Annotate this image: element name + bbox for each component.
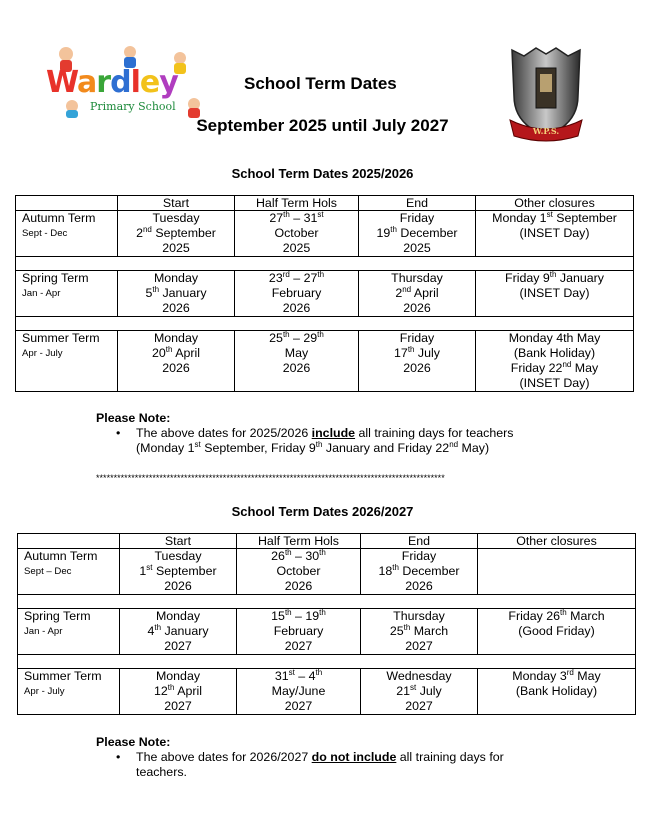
svg-text:Wardley: Wardley [46, 65, 178, 100]
term-name-cell [16, 331, 118, 392]
note-heading: Please Note: [96, 411, 171, 425]
end-cell: Friday 18th December 2026 [361, 549, 478, 595]
term-range: Sept - Dec [22, 228, 68, 239]
note-item: • The above dates for 2025/2026 include all training days for teachers (Monday 1st September, Friday 9th January and Friday 22nd May) [136, 426, 513, 456]
logo-subtitle: Primary School [90, 100, 176, 113]
term-range: Apr - July [22, 348, 63, 359]
start-cell: Monday 20th April 2026 [118, 331, 235, 392]
table-row [16, 331, 634, 392]
section-title-2026: School Term Dates 2026/2027 [231, 504, 414, 519]
wardley-logo [44, 44, 206, 118]
start-cell: Tuesday 1st September 2026 [120, 549, 237, 595]
half-cell: 25th – 29th May 2026 [235, 331, 359, 392]
end-cell: Friday 19th December 2025 [359, 211, 476, 257]
column-header: End [361, 534, 478, 549]
start-cell: Monday 4th January 2027 [120, 609, 237, 655]
term-name: Summer Term [24, 669, 102, 683]
table-row [16, 211, 634, 257]
other-cell: Friday 26th March (Good Friday) [478, 609, 636, 655]
other-cell: Monday 1st September (INSET Day) [476, 211, 634, 257]
start-cell: Monday 5th January 2026 [118, 271, 235, 317]
term-range: Jan - Apr [24, 626, 63, 637]
note-emphasis: do not include [311, 750, 397, 764]
note-2025 [96, 411, 513, 456]
column-header [18, 534, 120, 549]
end-cell: Wednesday 21st July 2027 [361, 669, 478, 715]
half-cell: 23rd – 27th February 2026 [235, 271, 359, 317]
end-cell: Thursday 25th March 2027 [361, 609, 478, 655]
column-header: Half Term Hols [237, 534, 361, 549]
spacer-row [18, 655, 636, 669]
half-cell: 27th – 31st October 2025 [235, 211, 359, 257]
column-header: Other closures [476, 196, 634, 211]
half-cell: 31st – 4th May/June 2027 [237, 669, 361, 715]
table-row [18, 549, 636, 595]
note-detail: teachers. [136, 765, 187, 779]
note-item: • The above dates for 2026/2027 do not include all training days for teachers. [136, 750, 504, 780]
term-dates-table-2026 [17, 533, 636, 715]
start-cell: Tuesday 2nd September 2025 [118, 211, 235, 257]
note-emphasis: include [311, 426, 356, 440]
term-name-cell [18, 549, 120, 595]
half-cell: 26th – 30th October 2026 [237, 549, 361, 595]
table-row [18, 609, 636, 655]
column-header: Half Term Hols [235, 196, 359, 211]
other-cell: Friday 9th January (INSET Day) [476, 271, 634, 317]
term-name: Autumn Term [24, 549, 98, 563]
column-header [16, 196, 118, 211]
end-cell: Thursday 2nd April 2026 [359, 271, 476, 317]
separator-line: *************************************************************************************************** [96, 473, 445, 483]
crest-initials: W.P.S. [532, 126, 560, 136]
end-cell: Friday 17th July 2026 [359, 331, 476, 392]
document-title: School Term Dates [244, 74, 397, 93]
term-range: Sept – Dec [24, 566, 72, 577]
half-cell: 15th – 19th February 2027 [237, 609, 361, 655]
table-header-row [18, 534, 636, 549]
term-name-cell [16, 271, 118, 317]
note-2026 [96, 735, 504, 780]
term-name: Spring Term [24, 609, 91, 623]
spacer-row [16, 257, 634, 271]
other-cell: Monday 3rd May (Bank Holiday) [478, 669, 636, 715]
term-dates-table-2025 [15, 195, 634, 392]
table-row [16, 271, 634, 317]
logo-letter: W [46, 65, 78, 100]
note-heading: Please Note: [96, 735, 171, 749]
term-name: Spring Term [22, 271, 89, 285]
table-header-row [16, 196, 634, 211]
cartoon-child-icon [174, 52, 186, 64]
cartoon-child-icon [59, 47, 73, 61]
term-range: Apr - July [24, 686, 65, 697]
document-subtitle: September 2025 until July 2027 [196, 116, 449, 135]
start-cell: Monday 12th April 2027 [120, 669, 237, 715]
column-header: Start [118, 196, 235, 211]
other-cell: Monday 4th May (Bank Holiday) Friday 22nd May (INSET Day) [476, 331, 634, 392]
term-range: Jan - Apr [22, 288, 61, 299]
section-title-2025: School Term Dates 2025/2026 [231, 166, 414, 181]
spacer-row [18, 595, 636, 609]
other-cell [478, 549, 636, 595]
term-name-cell [18, 669, 120, 715]
term-name-cell [16, 211, 118, 257]
table-row [18, 669, 636, 715]
cartoon-child-icon [124, 46, 136, 58]
column-header: End [359, 196, 476, 211]
column-header: Other closures [478, 534, 636, 549]
spacer-row [16, 317, 634, 331]
term-name: Autumn Term [22, 211, 96, 225]
column-header: Start [120, 534, 237, 549]
term-name: Summer Term [22, 331, 100, 345]
note-detail: (Monday 1st September, Friday 9th January and Friday 22nd May) [136, 439, 490, 455]
term-name-cell [18, 609, 120, 655]
